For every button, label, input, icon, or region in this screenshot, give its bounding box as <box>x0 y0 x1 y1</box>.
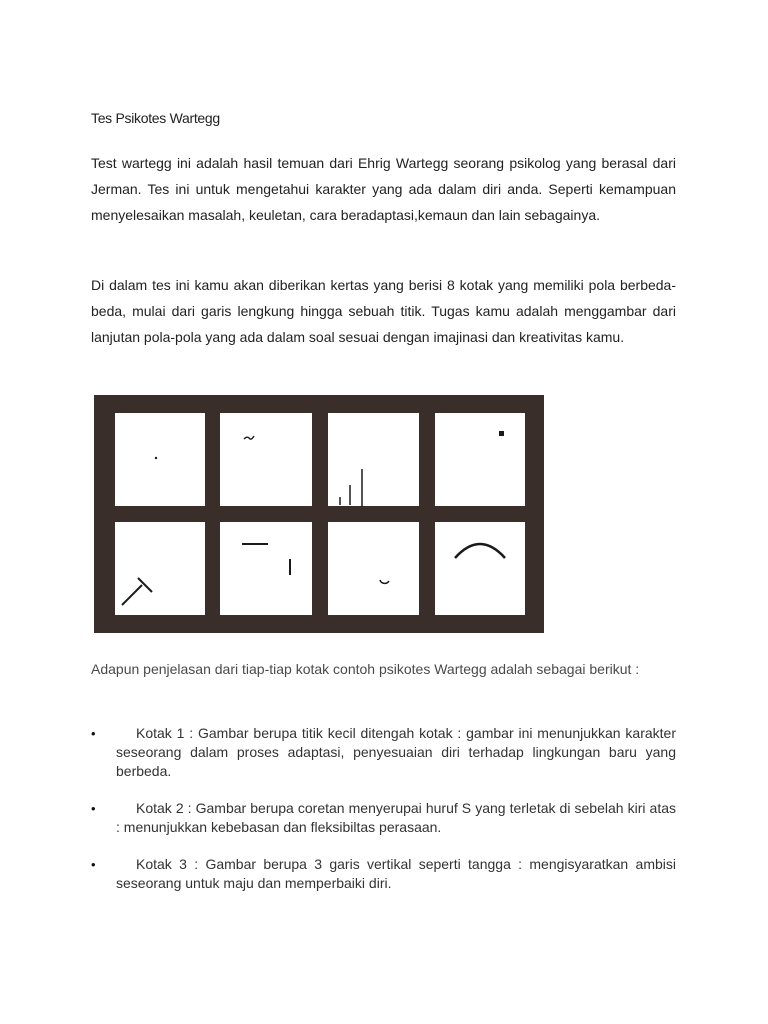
box-1-dot-mark <box>155 457 157 459</box>
box-4-square-mark <box>499 431 504 436</box>
box-8 <box>435 522 525 615</box>
box-7 <box>328 522 419 615</box>
box-6 <box>220 522 312 615</box>
bullet-icon: • <box>91 857 96 872</box>
wartegg-grid <box>94 395 544 633</box>
explanation-intro: Adapun penjelasan dari tiap-tiap kotak contoh psikotes Wartegg adalah sebagai berikut : <box>91 661 640 677</box>
document-title: Tes Psikotes Wartegg <box>91 110 220 126</box>
box-1 <box>115 413 205 506</box>
list-item-text: Kotak 3 : Gambar berupa 3 garis vertikal seperti tangga : mengisyaratkan ambisi seseorang untuk maju dan memperbaiki diri. <box>116 856 676 891</box>
box-5 <box>115 522 205 615</box>
box-2 <box>220 413 312 506</box>
box-4 <box>435 413 525 506</box>
paragraph-instructions: Di dalam tes ini kamu akan diberikan kertas yang berisi 8 kotak yang memiliki pola berbeda-beda, mulai dari garis lengkung hingga sebuah titik. Tugas kamu adalah menggambar dari lanjutan pola-pola yang ada dalam soal sesuai dengan imajinasi dan kreativitas kamu. <box>91 277 676 345</box>
list-item <box>91 855 676 895</box>
box-explanation-list <box>91 724 676 895</box>
list-item <box>91 799 676 855</box>
paragraph-intro: Test wartegg ini adalah hasil temuan dari Ehrig Wartegg seorang psikolog yang berasal dari Jerman. Tes ini untuk mengetahui karakter yang ada dalam diri anda. Seperti kemampuan menyelesaikan masalah, keuletan, cara beradaptasi,kemaun dan lain sebagainya. <box>91 155 676 223</box>
list-item <box>91 724 676 799</box>
list-item-text: Kotak 1 : Gambar berupa titik kecil ditengah kotak : gambar ini menunjukkan karakter seseorang dalam proses adaptasi, penyesuaian diri terhadap lingkungan baru yang berbeda. <box>116 725 676 779</box>
bullet-icon: • <box>91 726 96 741</box>
bullet-icon: • <box>91 801 96 816</box>
list-item-text: Kotak 2 : Gambar berupa coretan menyerupai huruf S yang terletak di sebelah kiri atas : menunjukkan kebebasan dan fleksibiltas perasaan. <box>116 800 676 835</box>
box-3 <box>328 413 419 506</box>
wartegg-test-figure <box>94 395 544 633</box>
